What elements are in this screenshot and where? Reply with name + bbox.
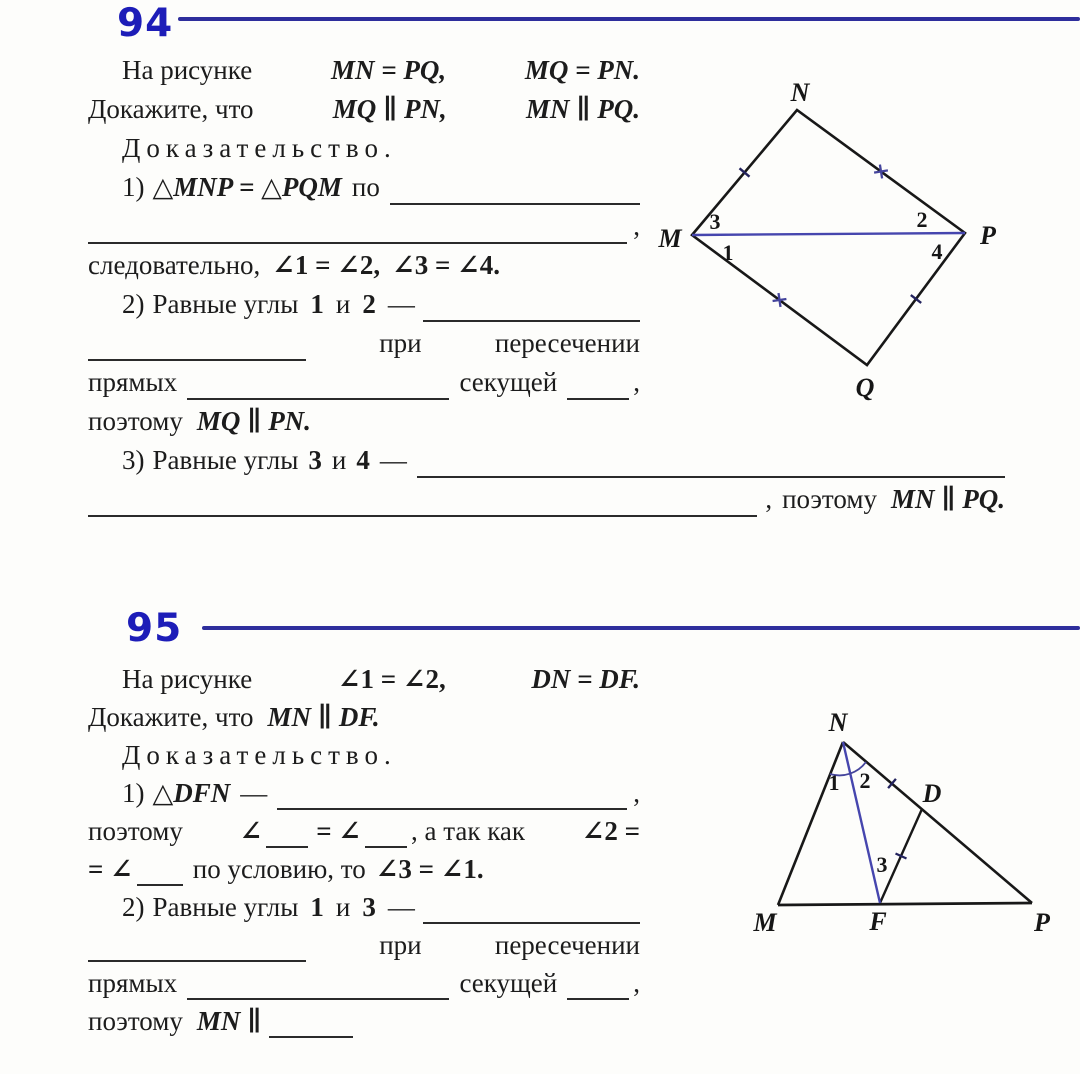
text-run: по: [351, 172, 380, 202]
blank-field: [567, 396, 629, 400]
ex95-line-9: [88, 970, 640, 1008]
blank-field: [88, 958, 306, 962]
text-run: при: [379, 328, 422, 358]
ex94-line-1: [88, 57, 640, 96]
vertex-label-m: M: [753, 908, 777, 937]
text-run: поэтому: [782, 484, 877, 514]
blank-field: [187, 396, 449, 400]
ex94-line-8: [88, 330, 640, 369]
blank-field: [277, 806, 627, 810]
math-run: MN ∥ DF.: [267, 702, 380, 732]
ex94-line-6: [88, 252, 640, 291]
blank-field: [423, 318, 640, 322]
ex95-line-5: [88, 818, 640, 856]
blank-field: [423, 920, 640, 924]
blank-field: [266, 844, 308, 848]
text-run: Равные углы: [152, 289, 299, 319]
ex95-line-6: [88, 856, 640, 894]
ex94-line-2: [88, 96, 640, 135]
ex95-line-1: [88, 666, 640, 704]
math-run: MN ∥ PQ.: [525, 94, 640, 124]
ex94-line-10: [88, 408, 640, 447]
text-run: ,: [633, 211, 640, 241]
angle-symbol: ∠: [239, 816, 263, 846]
text-run: ,: [633, 778, 640, 808]
text-run: На рисунке: [122, 664, 253, 694]
math-run: ∠1 = ∠2,: [272, 250, 381, 280]
text-run: ,: [633, 968, 640, 998]
ex94-line-4: [88, 174, 640, 213]
vertex-label-n: N: [828, 708, 848, 737]
angle-label-4: 4: [931, 239, 943, 264]
text-run: и: [335, 892, 351, 922]
tick-mq: [773, 299, 787, 301]
math-run: = ∠: [88, 854, 133, 884]
blank-field: [187, 996, 449, 1000]
proof-heading: Доказательство.: [122, 133, 397, 163]
text-run: Докажите, что: [88, 702, 254, 732]
math-run: △MNP = △PQM: [152, 172, 342, 202]
angle-label-2: 2: [916, 207, 928, 232]
text-run: пересечении: [494, 328, 640, 358]
vertex-label-q: Q: [855, 373, 875, 402]
ex95-line-8: [88, 932, 640, 970]
text-run: и: [335, 289, 351, 319]
text-run: секущей: [459, 968, 558, 998]
text-run: прямых: [88, 968, 178, 998]
text-run: и: [331, 445, 347, 475]
angle-label-3: 3: [709, 209, 721, 234]
figure-94: [648, 68, 1010, 408]
step-number: 1): [122, 778, 145, 808]
dash-run: —: [240, 778, 268, 808]
side-np: [843, 742, 1032, 903]
blank-field: [390, 201, 640, 205]
exercise-94-text: [88, 57, 640, 447]
step-number: 3): [122, 445, 145, 475]
ex95-line-4: [88, 780, 640, 818]
angle-number: 1: [310, 892, 324, 922]
math-run: MN = PQ,: [330, 55, 447, 85]
math-run: △DFN: [152, 778, 231, 808]
angle-label-1: 1: [722, 240, 734, 265]
math-run: MQ = PN.: [524, 55, 641, 85]
ex95-line-3: [88, 742, 640, 780]
ex94-line-7: [88, 291, 640, 330]
math-run: = ∠: [316, 816, 361, 846]
text-run: ,: [765, 484, 773, 514]
exercise-94-wide-text: [88, 447, 1005, 525]
text-run: секущей: [459, 367, 558, 397]
dash-run: —: [387, 289, 415, 319]
text-run: поэтому: [88, 406, 183, 436]
angle-number: 2: [362, 289, 376, 319]
blank-field: [365, 844, 407, 848]
text-run: Равные углы: [152, 445, 299, 475]
ex95-line-10: [88, 1008, 640, 1046]
text-run: по условию, то: [192, 854, 366, 884]
vertex-label-d: D: [922, 779, 942, 808]
angle-label-3: 3: [876, 852, 888, 877]
math-run: ∠3 = ∠1.: [375, 854, 484, 884]
step-number: 2): [122, 289, 145, 319]
tick-np: [874, 170, 888, 172]
math-run: MN ∥ PQ.: [890, 484, 1005, 514]
math-run: ∠3 = ∠4.: [392, 250, 501, 280]
blank-field: [269, 1034, 353, 1038]
ex94-line-11: [88, 447, 1005, 486]
blank-field: [88, 357, 306, 361]
exercise-94-number: 94: [117, 1, 174, 46]
text-run: прямых: [88, 367, 178, 397]
math-run: MN ∥: [196, 1006, 262, 1036]
side-mn: [778, 742, 843, 905]
quadrilateral-mnpq: [692, 110, 965, 365]
ex94-line-12: [88, 486, 1005, 525]
vertex-label-p: P: [980, 221, 996, 250]
proof-heading: Доказательство.: [122, 740, 397, 770]
angle-number: 1: [310, 289, 324, 319]
math-run: ∠2 =: [581, 816, 641, 846]
angle-number: 3: [362, 892, 376, 922]
math-run: ∠1 = ∠2,: [337, 664, 446, 694]
text-run: поэтому: [88, 1006, 183, 1036]
exercise-95-number: 95: [126, 606, 183, 651]
text-run: , а так как: [411, 816, 526, 846]
text-run: пересечении: [494, 930, 640, 960]
ex94-line-5: [88, 213, 640, 252]
text-run: Равные углы: [152, 892, 299, 922]
dash-run: —: [379, 445, 407, 475]
exercise-95-text: [88, 666, 640, 1046]
ex95-line-7: [88, 894, 640, 932]
vertex-label-f: F: [869, 907, 887, 936]
blank-field: [137, 882, 183, 886]
text-run: поэтому: [88, 816, 183, 846]
blank-field: [88, 513, 757, 517]
angle-number: 4: [356, 445, 370, 475]
math-run: DN = DF.: [531, 664, 641, 694]
angle-label-1: 1: [828, 770, 840, 795]
vertex-label-p: P: [1034, 908, 1050, 937]
exercise-95-rule: [202, 626, 1080, 630]
math-run: MQ ∥ PN,: [332, 94, 447, 124]
text-run: Докажите, что: [88, 94, 254, 124]
side-mp: [778, 903, 1032, 905]
ex95-line-2: [88, 704, 640, 742]
blank-field: [88, 240, 627, 244]
ex94-line-3: [88, 135, 640, 174]
step-number: 1): [122, 172, 145, 202]
exercise-94-rule: [178, 17, 1080, 21]
math-run: MQ ∥ PN.: [196, 406, 311, 436]
figure-95: [688, 698, 1068, 948]
dash-run: —: [387, 892, 415, 922]
diagonal-mp: [692, 233, 965, 235]
text-run: следовательно,: [88, 250, 261, 280]
text-run: ,: [633, 367, 640, 397]
text-run: при: [379, 930, 422, 960]
angle-number: 3: [308, 445, 322, 475]
ex94-line-9: [88, 369, 640, 408]
blank-field: [567, 996, 629, 1000]
vertex-label-m: M: [658, 224, 682, 253]
vertex-label-n: N: [790, 78, 810, 107]
step-number: 2): [122, 892, 145, 922]
blank-field: [417, 474, 1005, 478]
angle-label-2: 2: [859, 768, 871, 793]
text-run: На рисунке: [122, 55, 253, 85]
